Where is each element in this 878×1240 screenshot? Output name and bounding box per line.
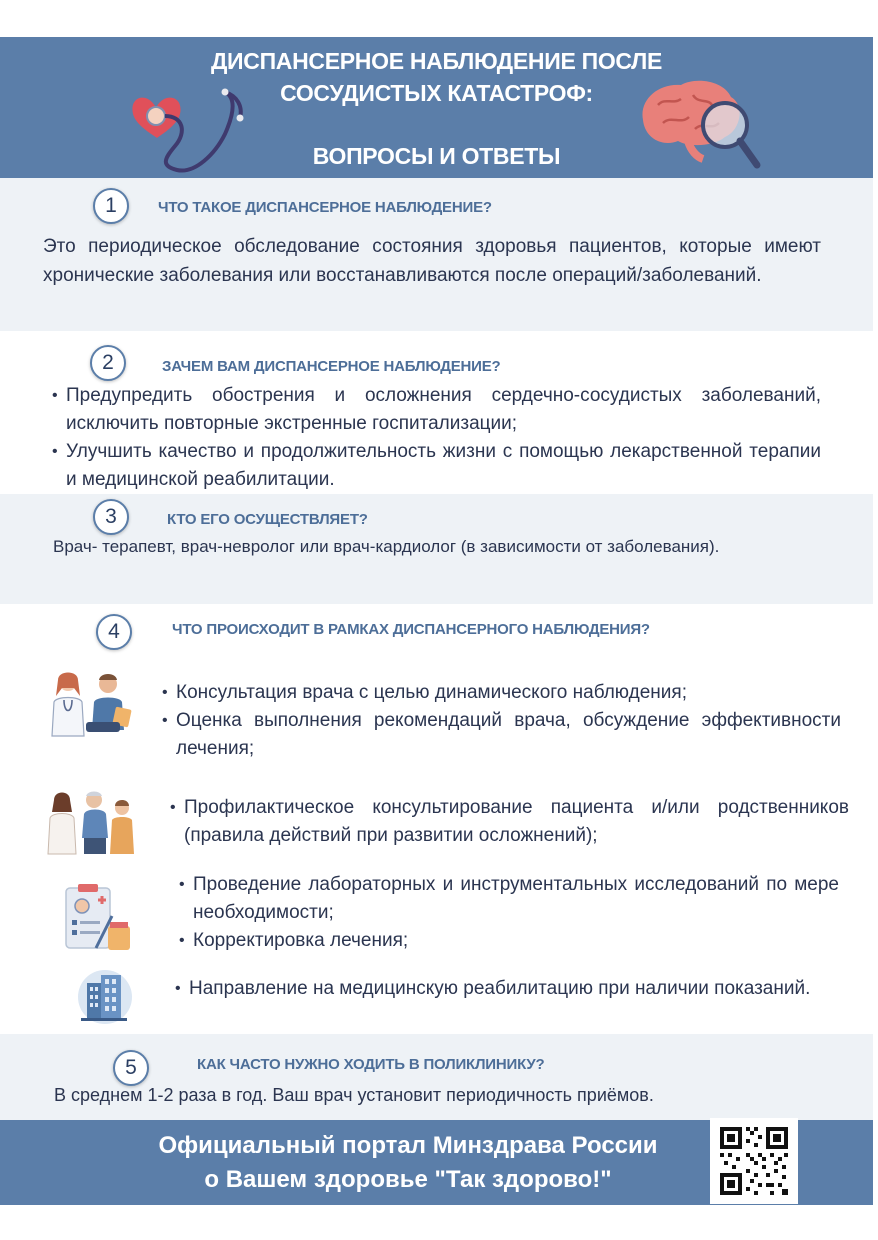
section-number-2: 2 bbox=[90, 345, 126, 381]
bullet-item: • Предупредить обострения и осложнения сердечно-сосудистых заболеваний, исключить повторные экстренные госпитализации; bbox=[52, 385, 821, 434]
section-1 bbox=[0, 178, 873, 331]
hospital-building-icon bbox=[77, 969, 133, 1025]
header-banner bbox=[0, 37, 873, 178]
bullet-item: • Направление на медицинскую реабилитацию при наличии показаний. bbox=[175, 978, 811, 999]
section-answer-3: Врач- терапевт, врач-невролог или врач-кардиолог (в зависимости от заболевания). bbox=[53, 537, 720, 556]
heart-stethoscope-icon bbox=[125, 84, 250, 179]
section-answer-1: Это периодическое обследование состояния здоровья пациентов, которые имеют хронические заболевания или восстанавливаются после операций/заболеваний. bbox=[43, 236, 821, 286]
footer-line1: Официальный портал Минздрава России bbox=[158, 1132, 658, 1159]
section-2 bbox=[0, 331, 873, 494]
section-question-1: ЧТО ТАКОЕ ДИСПАНСЕРНОЕ НАБЛЮДЕНИЕ? bbox=[158, 199, 492, 216]
bullet-item: • Корректировка лечения; bbox=[179, 930, 409, 951]
section-number-4: 4 bbox=[96, 614, 132, 650]
bullet-item: • Профилактическое консультирование пациента и/или родственников (правила действий при развитии осложнений); bbox=[170, 797, 849, 846]
bullet-item: • Консультация врача с целью динамического наблюдения; bbox=[162, 682, 687, 703]
qr-code-icon[interactable] bbox=[710, 1118, 798, 1204]
footer-line2: о Вашем здоровье "Так здорово!" bbox=[204, 1166, 612, 1193]
section-number-5: 5 bbox=[113, 1050, 149, 1086]
section-question-2: ЗАЧЕМ ВАМ ДИСПАНСЕРНОЕ НАБЛЮДЕНИЕ? bbox=[162, 358, 501, 375]
section-question-5: КАК ЧАСТО НУЖНО ХОДИТЬ В ПОЛИКЛИНИКУ? bbox=[197, 1056, 545, 1073]
brain-magnifier-icon bbox=[633, 75, 763, 180]
section-question-4: ЧТО ПРОИСХОДИТ В РАМКАХ ДИСПАНСЕРНОГО НАБЛЮДЕНИЯ? bbox=[172, 621, 650, 638]
bullet-item: • Проведение лабораторных и инструментальных исследований по мере необходимости; bbox=[179, 874, 839, 923]
page-title-line2: СОСУДИСТЫХ КАТАСТРОФ: bbox=[280, 80, 593, 106]
family-consultation-icon bbox=[46, 788, 138, 856]
bullet-item: • Оценка выполнения рекомендаций врача, обсуждение эффективности лечения; bbox=[162, 710, 841, 759]
page-title-line1: ДИСПАНСЕРНОЕ НАБЛЮДЕНИЕ ПОСЛЕ bbox=[210, 48, 663, 74]
section-answer-5: В среднем 1-2 раза в год. Ваш врач установит периодичность приёмов. bbox=[54, 1085, 654, 1105]
doctor-consultation-icon bbox=[44, 670, 136, 738]
section-3 bbox=[0, 494, 873, 604]
section-number-1: 1 bbox=[93, 188, 129, 224]
section-5 bbox=[0, 1034, 873, 1120]
section-number-3: 3 bbox=[93, 499, 129, 535]
lab-clipboard-icon bbox=[60, 882, 134, 954]
section-4 bbox=[0, 604, 873, 1034]
bullet-item: • Улучшить качество и продолжительность жизни с помощью лекарственной терапии и медицинской реабилитации. bbox=[52, 441, 821, 490]
page-subtitle: ВОПРОСЫ И ОТВЕТЫ bbox=[312, 143, 561, 169]
section-question-3: КТО ЕГО ОСУЩЕСТВЛЯЕТ? bbox=[167, 511, 368, 528]
